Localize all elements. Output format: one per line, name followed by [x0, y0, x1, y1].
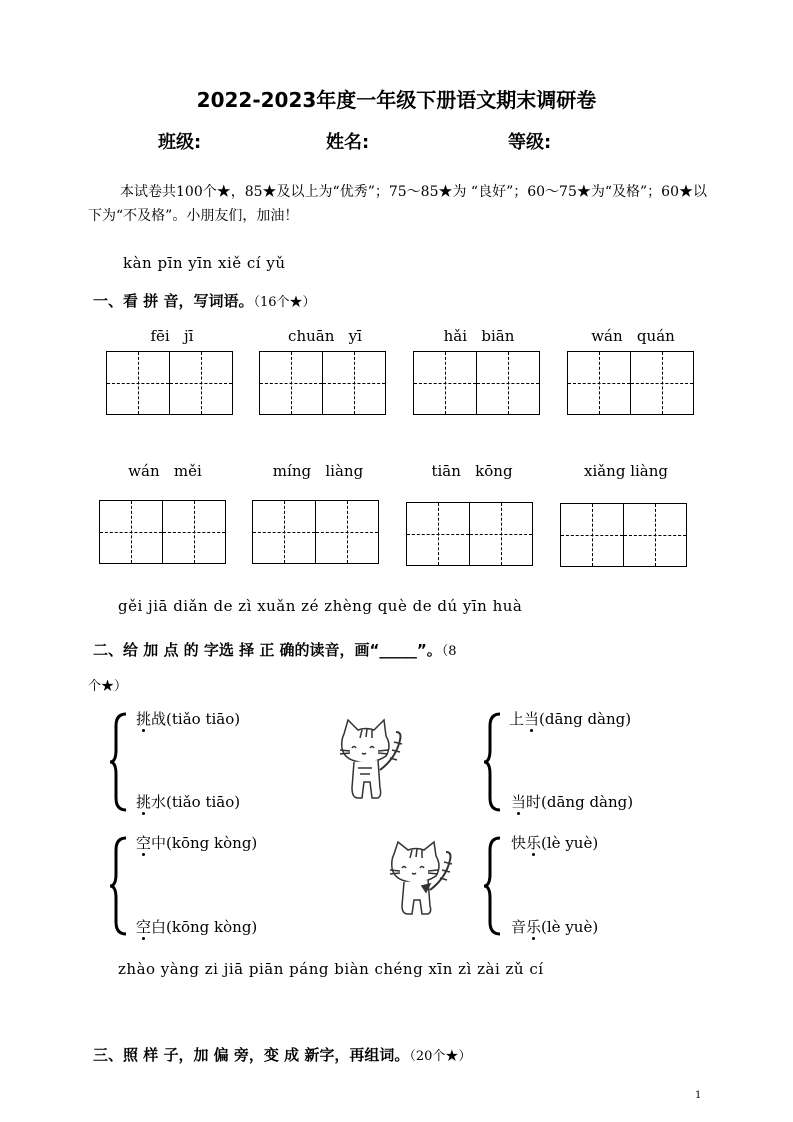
- reading-options[interactable]: (tiǎo tiāo): [166, 793, 241, 811]
- writing-cell[interactable]: [567, 351, 631, 415]
- grid-pinyin: wán měi: [128, 462, 202, 480]
- choice-item: 快乐(lè yuè): [511, 834, 599, 852]
- grade-label: 等级:: [508, 132, 552, 153]
- writing-cell[interactable]: [106, 351, 170, 415]
- writing-cell[interactable]: [99, 500, 163, 564]
- writing-cell[interactable]: [252, 500, 316, 564]
- brace-icon: [482, 712, 504, 812]
- writing-cell[interactable]: [469, 502, 533, 566]
- brace-icon: [482, 836, 504, 936]
- writing-grid: [106, 327, 238, 417]
- choice-item: 空白(kōng kòng): [136, 918, 258, 936]
- writing-cell[interactable]: [476, 351, 540, 415]
- grid-pinyin: míng liàng: [272, 462, 364, 480]
- grid-pinyin: fēi jī: [150, 327, 194, 345]
- writing-grid: [413, 327, 545, 417]
- grid-pinyin: chuān yī: [288, 327, 362, 345]
- writing-grid: [567, 327, 699, 417]
- reading-options[interactable]: (dāng dàng): [539, 710, 632, 728]
- section1-heading: 一、看 拼 音，写词语。（16个★）: [93, 292, 316, 310]
- grid-pinyin: tiān kōng: [431, 462, 513, 480]
- section1-pinyin-title: kàn pīn yīn xiě cí yǔ: [123, 254, 286, 272]
- class-label: 班级:: [158, 132, 202, 153]
- writing-cell[interactable]: [406, 502, 470, 566]
- writing-grid: [252, 462, 384, 552]
- brace-icon: [108, 836, 130, 936]
- choice-item: 挑战(tiǎo tiāo): [136, 710, 241, 728]
- writing-cell[interactable]: [560, 503, 624, 567]
- page-number: 1: [695, 1090, 702, 1101]
- reading-options[interactable]: (kōng kòng): [166, 834, 258, 852]
- choice-item: 上当(dāng dàng): [509, 710, 632, 728]
- section2-heading: 二、给 加 点 的 字选 择 正 确的读音，画“_____”。（8: [93, 641, 457, 659]
- writing-cell[interactable]: [322, 351, 386, 415]
- writing-cell[interactable]: [413, 351, 477, 415]
- choice-item: 当时(dāng dàng): [511, 793, 634, 811]
- writing-cell[interactable]: [259, 351, 323, 415]
- choice-item: 空中(kōng kòng): [136, 834, 258, 852]
- section3-pinyin-title: zhào yàng zi jiā piān páng biàn chéng xīn zì zài zǔ cí: [118, 960, 544, 978]
- cat-illustration-icon: [334, 718, 410, 804]
- grid-pinyin: hǎi biān: [443, 327, 515, 345]
- writing-cell[interactable]: [315, 500, 379, 564]
- reading-options[interactable]: (kōng kòng): [166, 918, 258, 936]
- cat-illustration-icon: [384, 840, 460, 920]
- choice-item: 音乐(lè yuè): [511, 918, 599, 936]
- choice-item: 挑水(tiǎo tiāo): [136, 793, 241, 811]
- exam-intro: 本试卷共100个★，85★及以上为“优秀”；75～85★为 “良好”；60～75★为“及格”；60★以下为“不及格”。小朋友们，加油！: [88, 184, 708, 224]
- reading-options[interactable]: (lè yuè): [541, 918, 599, 936]
- writing-cell[interactable]: [169, 351, 233, 415]
- writing-cell[interactable]: [630, 351, 694, 415]
- section2-points-cont: 个★）: [88, 679, 128, 694]
- writing-cell[interactable]: [162, 500, 226, 564]
- reading-options[interactable]: (lè yuè): [541, 834, 599, 852]
- grid-pinyin: xiǎng liàng: [583, 462, 669, 480]
- reading-options[interactable]: (dāng dàng): [541, 793, 634, 811]
- name-label: 姓名:: [326, 132, 370, 153]
- writing-cell[interactable]: [623, 503, 687, 567]
- section2-pinyin-title: gěi jiā diǎn de zì xuǎn zé zhèng què de dú yīn huà: [118, 597, 523, 615]
- writing-grid: [560, 462, 692, 552]
- section3-heading: 三、照 样 子，加 偏 旁，变 成 新字，再组词。（20个★）: [93, 1046, 472, 1064]
- writing-grid: [259, 327, 391, 417]
- grid-pinyin: wán quán: [591, 327, 675, 345]
- reading-options[interactable]: (tiǎo tiāo): [166, 710, 241, 728]
- brace-icon: [108, 712, 130, 812]
- writing-grid: [406, 462, 538, 552]
- writing-grid: [99, 462, 231, 552]
- page-title: 2022-2023年度一年级下册语文期末调研卷: [196, 88, 597, 112]
